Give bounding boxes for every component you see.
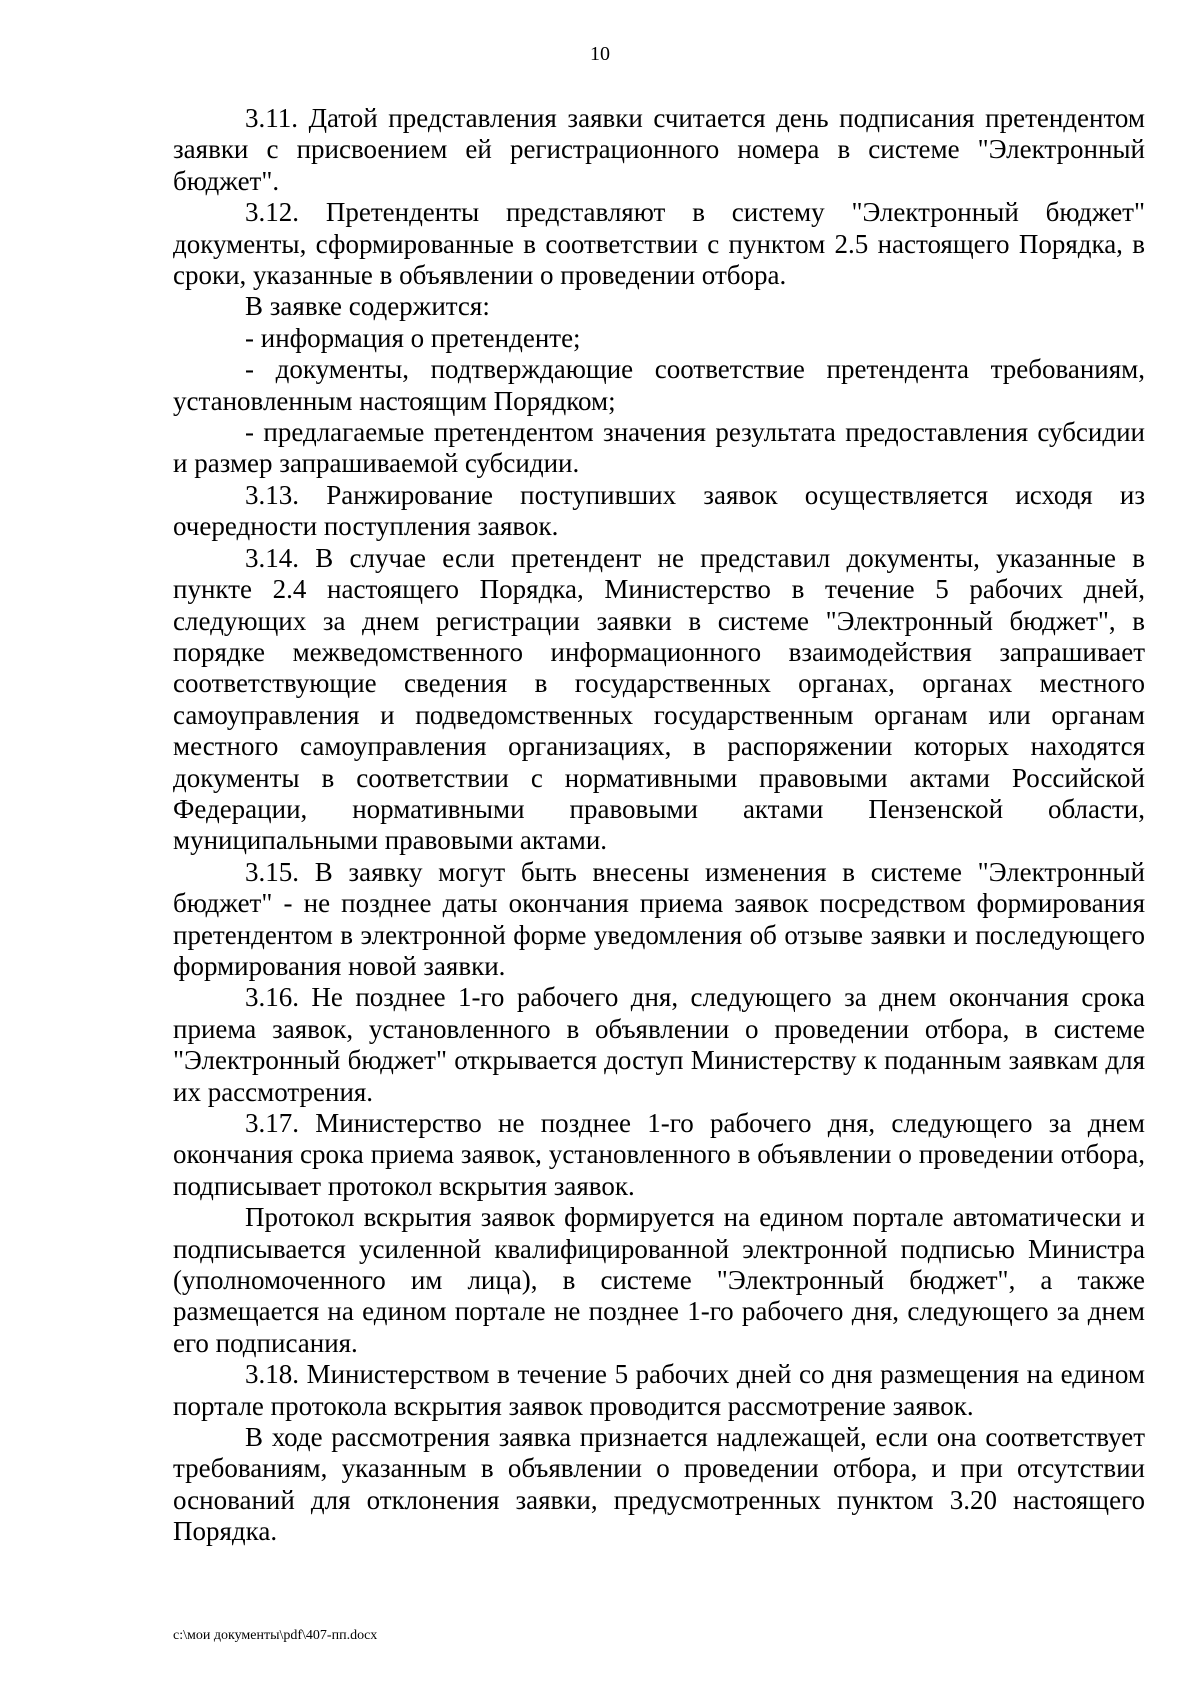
list-item-compliance-documents: - документы, подтверждающие соответствие претендента требованиям, установленным настоящим Порядком; [173, 354, 1145, 416]
paragraph-3-18: 3.18. Министерством в течение 5 рабочих дней со дня размещения на едином портале протокола вскрытия заявок проводится рассмотрение заявок. [173, 1359, 1145, 1421]
list-item-proposed-values: - предлагаемые претендентом значения результата предоставления субсидии и размер запрашиваемой субсидии. [173, 417, 1145, 479]
paragraph-review-criteria: В ходе рассмотрения заявка признается надлежащей, если она соответствует требованиям, указанным в объявлении о проведении отбора, и при отсутствии оснований для отклонения заявки, предусмотренных пунктом 3.20 настоящего Порядка. [173, 1422, 1145, 1547]
paragraph-application-contents: В заявке содержится: [245, 291, 490, 322]
list-item-applicant-info: - информация о претенденте; [245, 322, 581, 353]
paragraph-3-15: 3.15. В заявку могут быть внесены изменения в системе "Электронный бюджет" - не позднее даты окончания приема заявок посредством формирования претендентом в электронной форме уведомления об отзыве заявки и последующего формирования новой заявки. [173, 856, 1145, 981]
paragraph-3-11: 3.11. Датой представления заявки считается день подписания претендентом заявки с присвоением ей регистрационного номера в системе "Электронный бюджет". [173, 103, 1145, 196]
paragraph-3-14: 3.14. В случае если претендент не представил документы, указанные в пункте 2.4 настоящего Порядка, Министерство в течение 5 рабочих дней, следующих за днем регистрации заявки в системе "Электронный бюджет", в порядке межведомственного информационного взаимодействия запрашивает соответствующие сведения в государственных органах, органах местного самоуправления и подведомственных государственным органам или органам местного самоуправления организациях, в распоряжении которых находятся документы в соответствии с нормативными правовыми актами Российской Федерации, нормативными правовыми актами Пензенской области, муниципальными правовыми актами. [173, 542, 1145, 856]
paragraph-3-17: 3.17. Министерство не позднее 1-го рабочего дня, следующего за днем окончания срока приема заявок, установленного в объявлении о проведении отбора, подписывает протокол вскрытия заявок. [173, 1108, 1145, 1201]
paragraph-3-13: 3.13. Ранжирование поступивших заявок осуществляется исходя из очередности поступления заявок. [173, 479, 1145, 542]
paragraph-3-12: 3.12. Претенденты представляют в систему "Электронный бюджет" документы, сформированные в соответствии с пунктом 2.5 настоящего Порядка, в сроки, указанные в объявлении о проведении отбора. [173, 197, 1145, 291]
file-path-footer: c:\мои документы\pdf\407-пп.docx [173, 1628, 378, 1643]
paragraph-3-16: 3.16. Не позднее 1-го рабочего дня, следующего за днем окончания срока приема заявок, установленного в объявлении о проведении отбора, в системе "Электронный бюджет" открывается доступ Министерству к поданным заявкам для их рассмотрения. [173, 982, 1145, 1107]
document-body [173, 103, 1145, 1548]
page-number: 10 [590, 43, 610, 65]
paragraph-protocol-opening: Протокол вскрытия заявок формируется на едином портале автоматически и подписывается усиленной квалифицированной электронной подписью Министра (уполномоченного им лица), в системе "Электронный бюджет", а также размещается на едином портале не позднее 1-го рабочего дня, следующего за днем его подписания. [173, 1202, 1145, 1358]
